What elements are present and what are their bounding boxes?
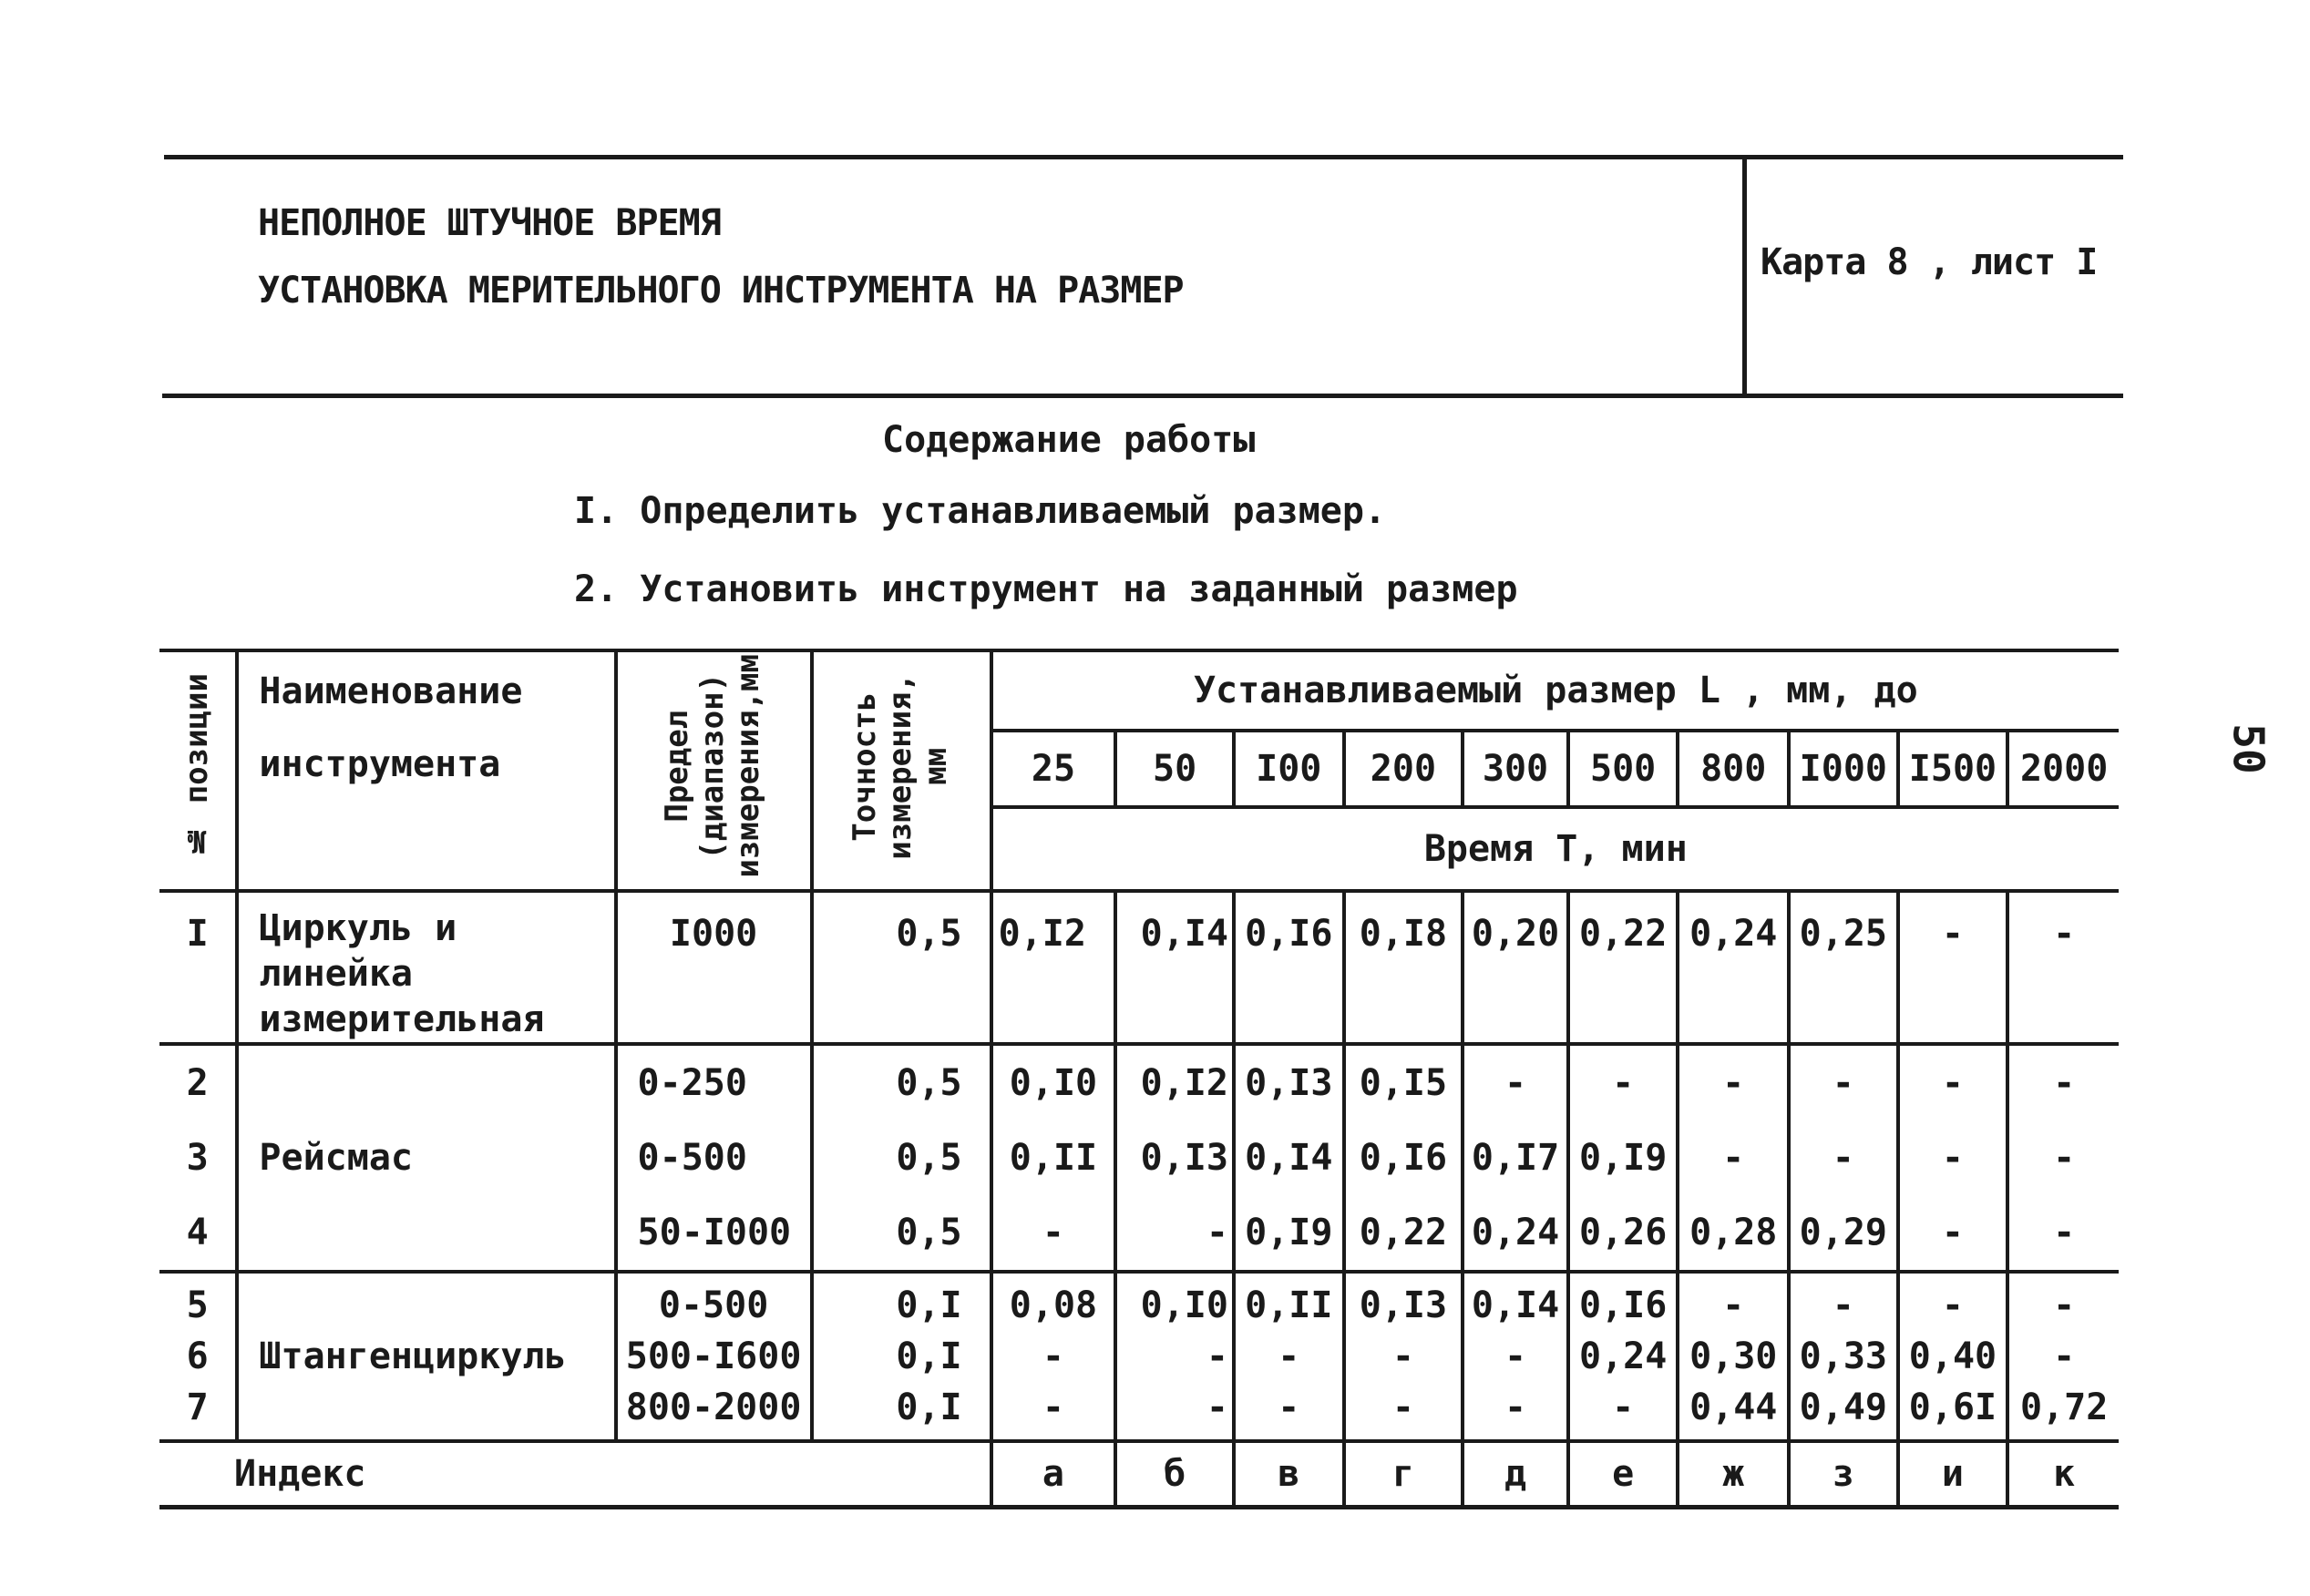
value-cell: - - 0,28 [1678,1044,1789,1272]
content-step-1: I. Определить устанавливаемый размер. [574,490,1387,532]
size-800: 800 [1678,731,1789,807]
value-cell: - [2007,891,2119,1044]
header-title: НЕПОЛНОЕ ШТУЧНОЕ ВРЕМЯ [258,202,721,244]
page-number: 50 [2223,723,2274,774]
value-cell: 0,I5 0,I6 0,22 [1344,1044,1463,1272]
header-top-rule [164,155,2123,159]
size-1500: I500 [1898,731,2008,807]
value-cell: 0,22 [1568,891,1679,1044]
size-300: 300 [1463,731,1568,807]
instrument-name: Рейсмас [237,1044,615,1272]
index-cell: г [1344,1441,1463,1507]
value-cell: - - - [2007,1044,2119,1272]
size-100: I00 [1234,731,1344,807]
header-divider [1742,157,1747,395]
value-cell: 0,I2 0,I3 - [1115,1044,1234,1272]
position-cell: 2 3 4 [159,1044,237,1272]
value-cell: 0,I6 [1234,891,1344,1044]
value-cell: 0,20 [1463,891,1568,1044]
index-cell: б [1115,1441,1234,1507]
col-header-name: Наименование инструмента [237,650,615,891]
index-label: Индекс [159,1441,991,1507]
index-cell: д [1463,1441,1568,1507]
size-50: 50 [1115,731,1234,807]
value-cell: - - 0,29 [1789,1044,1898,1272]
index-cell: и [1898,1441,2008,1507]
value-cell: 0,25 [1789,891,1898,1044]
size-25: 25 [991,731,1116,807]
limit-cell: 0-250 0-500 50-I000 [616,1044,812,1272]
value-cell: - 0,30 0,44 [1678,1272,1789,1441]
instrument-name: Штангенциркуль [237,1272,615,1441]
value-cell: 0,II - - [1234,1272,1344,1441]
accuracy-cell: 0,5 [812,891,991,1044]
card-sheet-label: Карта 8 , лист I [1761,241,2098,283]
header-bottom-rule [162,394,2123,398]
size-1000: I000 [1789,731,1898,807]
value-cell: - - - [1898,1044,2008,1272]
size-500: 500 [1568,731,1679,807]
position-cell: 5 6 7 [159,1272,237,1441]
time-norm-table [159,649,2119,1509]
size-200: 200 [1344,731,1463,807]
accuracy-cell: 0,5 0,5 0,5 [812,1044,991,1272]
value-cell: - - 0,72 [2007,1272,2119,1441]
accuracy-cell: 0,I 0,I 0,I [812,1272,991,1441]
col-header-accuracy: Точность измерения, мм [812,650,991,891]
value-cell: 0,I3 - - [1344,1272,1463,1441]
index-cell: з [1789,1441,1898,1507]
value-cell: 0,I6 0,24 - [1568,1272,1679,1441]
value-cell: 0,I0 - - [1115,1272,1234,1441]
col-header-position: № позиции [159,650,237,891]
index-cell: а [991,1441,1116,1507]
size-header: Устанавливаемый размер L , мм, до [991,650,2119,731]
value-cell: 0,I8 [1344,891,1463,1044]
value-cell: - 0,33 0,49 [1789,1272,1898,1441]
value-cell: 0,08 - - [991,1272,1116,1441]
size-2000: 2000 [2007,731,2119,807]
index-cell: ж [1678,1441,1789,1507]
value-cell: - 0,I7 0,24 [1463,1044,1568,1272]
limit-cell: 0-500 500-I600 800-2000 [616,1272,812,1441]
value-cell: 0,24 [1678,891,1789,1044]
index-cell: к [2007,1441,2119,1507]
index-cell: в [1234,1441,1344,1507]
value-cell: - 0,I9 0,26 [1568,1044,1679,1272]
content-title: Содержание работы [882,419,1256,461]
position-cell: I [159,891,237,1044]
value-cell: 0,I2 [991,891,1116,1044]
value-cell: 0,I4 [1115,891,1234,1044]
header-subtitle: УСТАНОВКА МЕРИТЕЛЬНОГО ИНСТРУМЕНТА НА РАЗМЕР [258,270,1184,312]
value-cell: 0,I3 0,I4 0,I9 [1234,1044,1344,1272]
value-cell: - [1898,891,2008,1044]
content-step-2: 2. Установить инструмент на заданный размер [574,568,1518,610]
time-header: Время Т, мин [991,807,2119,891]
value-cell: - 0,40 0,6I [1898,1272,2008,1441]
col-header-limit: Предел (диапазон) измерения,мм [616,650,812,891]
limit-cell: I000 [616,891,812,1044]
index-cell: е [1568,1441,1679,1507]
value-cell: 0,I4 - - [1463,1272,1568,1441]
instrument-name: Циркуль и линейка измерительная [237,891,615,1044]
value-cell: 0,I0 0,II - [991,1044,1116,1272]
